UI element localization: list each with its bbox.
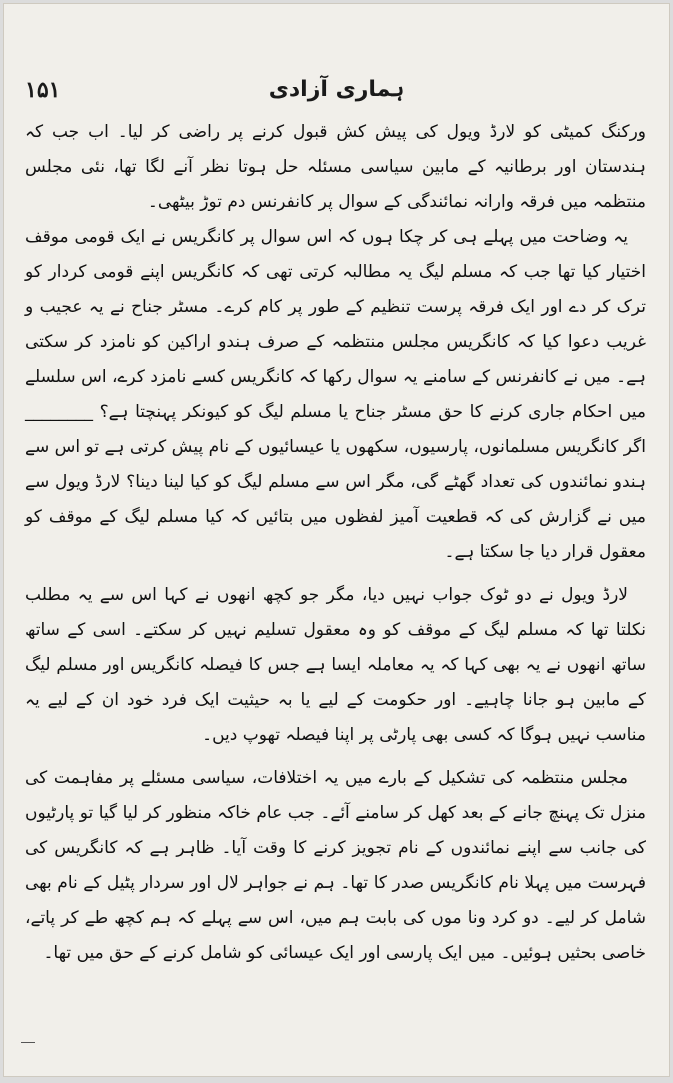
paragraph: یہ وضاحت میں پہلے ہی کر چکا ہوں کہ اس سوال پر کانگریس نے ایک قومی موقف اختیار کیا تھا جب کہ مسلم لیگ یہ مطالبہ کرتی تھی کہ کانگریس اپنے قومی کردار کو ترک کر دے اور ایک فرقہ پرست تنظیم کے طور پر کام کرے۔ مسٹر جناح نے یہ عجیب و غریب دعوا کیا کہ کانگریس مجلس منتظمہ کے صرف ہندو اراکین کو نامزد کر سکتی ہے۔ میں نے کانفرنس کے سامنے یہ سوال رکھا کہ کانگریس کسے نامزد کرے، اس سلسلے میں احکام جاری کرنے کا حق مسٹر جناح یا مسلم لیگ کو کیونکر پہنچتا ہے؟ ________ اگر کانگریس مسلمانوں، پارسیوں، سکھوں یا عیسائیوں کے نام پیش کرتی ہے تو اس سے ہندو نمائندوں کی تعداد گھٹے گی، مگر اس سے مسلم لیگ کو کیا لینا دینا؟ لارڈ ویول سے میں نے گزارش کی کہ قطعیت آمیز لفظوں میں بتائیں کہ کیا مسلم لیگ کے موقف کو معقول قرار دیا جا سکتا ہے۔ <box>25 227 646 562</box>
paragraph: لارڈ ویول نے دو ٹوک جواب نہیں دیا، مگر جو کچھ انھوں نے کہا اس سے یہ مطلب نکلتا تھا کہ مسلم لیگ کے موقف کو وہ معقول تسلیم نہیں کر سکتے۔ اسی کے ساتھ ساتھ انھوں نے یہ بھی کہا کہ یہ معاملہ ایسا ہے جس کا فیصلہ کانگریس اور مسلم لیگ کے مابین ہو جانا چاہیے۔ اور حکومت کے لیے یا بہ حیثیت ایک فرد خود ان کے لیے یہ مناسب نہیں ہوگا کہ کسی بھی پارٹی پر اپنا فیصلہ تھوپ دیں۔ <box>25 585 646 745</box>
book-page <box>3 3 670 1077</box>
paragraph: مجلس منتظمہ کی تشکیل کے بارے میں یہ اختلافات، سیاسی مسئلے پر مفاہمت کی منزل تک پہنچ جانے کے بعد کھل کر سامنے آئے۔ جب عام خاکہ منظور کر لیا گیا تو پارٹیوں کی جانب سے اپنے نمائندوں کے نام تجویز کرنے کا وقت آیا۔ ظاہر ہے کہ کانگریس کی فہرست میں پہلا نام کانگریس صدر کا تھا۔ ہم نے جواہر لال اور سردار پٹیل کے نام بھی شامل کر لیے۔ دو کرد ونا موں کی بابت ہم میں، اس سے پہلے کہ ہم کچھ طے کر پاتے، خاصی بحثیں ہوئیں۔ میں ایک پارسی اور ایک عیسائی کو شامل کرنے کے حق میں تھا۔ <box>25 768 646 963</box>
paragraph: ورکنگ کمیٹی کو لارڈ ویول کی پیش کش قبول کرنے پر راضی کر لیا۔ اب جب کہ ہندستان اور برطانیہ کے مابین سیاسی مسئلہ حل ہوتا نظر آنے لگا تھا، نئی مجلس منتظمہ میں فرقہ وارانہ نمائندگی کے سوال پر کانفرنس دم توڑ بیٹھی۔ <box>25 122 646 212</box>
running-head: ہماری آزادی <box>268 77 405 102</box>
page-header <box>21 75 652 109</box>
page-body <box>25 115 646 971</box>
page-number: ۱۵۱ <box>25 77 61 103</box>
margin-mark <box>21 1042 35 1043</box>
